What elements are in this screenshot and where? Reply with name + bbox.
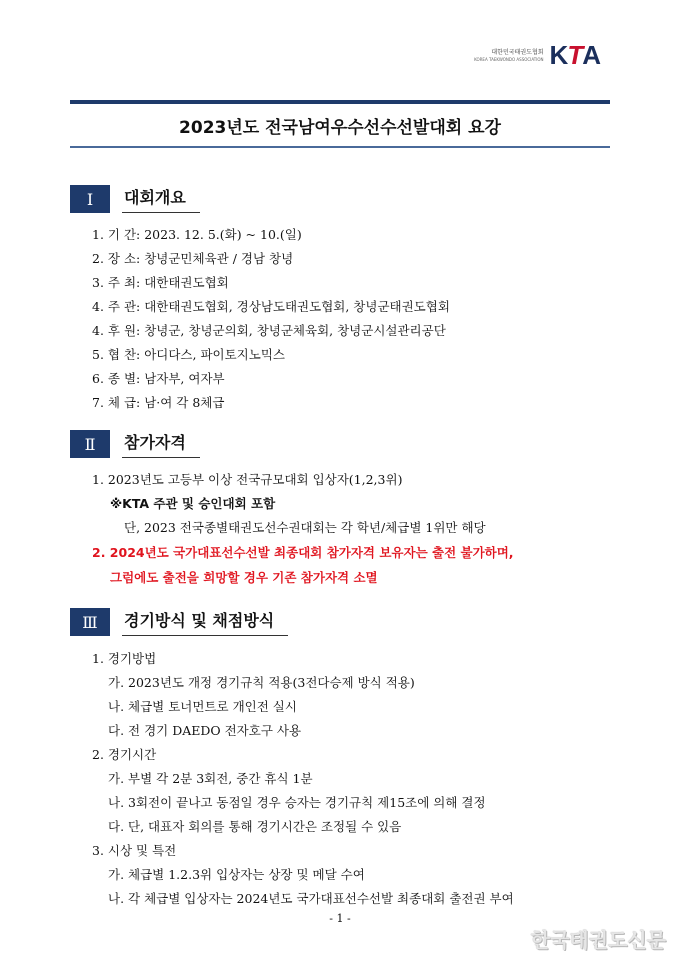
eligibility-item-2: 2. 2024년도 국가대표선수선발 최종대회 참가자격 보유자는 출전 불가하며, xyxy=(92,545,514,560)
overview-item: 7. 체 급: 남·여 각 8체급 xyxy=(92,395,225,410)
kta-mark xyxy=(550,40,600,71)
method-item: 나. 3회전이 끝나고 동점일 경우 승자는 경기규칙 제15조에 의해 결정 xyxy=(108,795,486,810)
page-number: - 1 - xyxy=(329,912,351,925)
overview-item: 4. 주 관: 대한태권도협회, 경상남도태권도협회, 창녕군태권도협회 xyxy=(92,299,450,314)
section-3-header xyxy=(70,608,288,636)
overview-item: 3. 주 최: 대한태권도협회 xyxy=(92,275,229,290)
overview-item: 6. 종 별: 남자부, 여자부 xyxy=(92,371,225,386)
overview-item: 2. 장 소: 창녕군민체육관 / 경남 창녕 xyxy=(92,251,294,266)
method-item: 가. 부별 각 2분 3회전, 중간 휴식 1분 xyxy=(108,771,313,786)
method-item: 다. 단, 대표자 회의를 통해 경기시간은 조정될 수 있음 xyxy=(108,819,402,834)
logo-mark-a: A xyxy=(582,40,600,70)
overview-item: 5. 협 찬: 아디다스, 파이토지노믹스 xyxy=(92,347,285,362)
title-bottom-rule xyxy=(70,146,610,148)
kta-logo xyxy=(474,40,600,71)
method-heading: 3. 시상 및 특전 xyxy=(92,843,177,858)
section-2-title: 참가자격 xyxy=(122,433,200,458)
logo-text xyxy=(474,49,543,63)
method-item: 가. 체급별 1.2.3위 입상자는 상장 및 메달 수여 xyxy=(108,867,365,882)
section-1-number: Ⅰ xyxy=(70,185,110,213)
eligibility-note: ※KTA 주관 및 승인대회 포함 xyxy=(110,496,276,511)
logo-korean: 대한민국태권도협회 xyxy=(491,48,544,56)
method-item: 나. 각 체급별 입상자는 2024년도 국가대표선수선발 최종대회 출전권 부여 xyxy=(108,891,514,906)
section-3-title: 경기방식 및 채점방식 xyxy=(122,611,288,636)
eligibility-exception: 단, 2023 전국종별태권도선수권대회는 각 학년/체급별 1위만 해당 xyxy=(124,520,486,535)
method-item: 가. 2023년도 개정 경기규칙 적용(3전다승제 방식 적용) xyxy=(108,675,415,690)
section-1-title: 대회개요 xyxy=(122,188,200,213)
newspaper-watermark: 한국태권도신문 xyxy=(530,928,666,952)
overview-item: 4. 후 원: 창녕군, 창녕군의회, 창녕군체육회, 창녕군시설관리공단 xyxy=(92,323,446,338)
method-heading: 2. 경기시간 xyxy=(92,747,157,762)
section-2-header xyxy=(70,430,200,458)
document-title: 2023년도 전국남여우수선수선발대회 요강 xyxy=(179,118,501,138)
logo-mark-k: K xyxy=(549,40,568,70)
section-3-number: Ⅲ xyxy=(70,608,110,636)
method-item: 나. 체급별 토너먼트로 개인전 실시 xyxy=(108,699,297,714)
eligibility-item-1: 1. 2023년도 고등부 이상 전국규모대회 입상자(1,2,3위) xyxy=(92,472,403,487)
logo-english: KOREA TAEKWONDO ASSOCIATION xyxy=(474,56,544,62)
overview-item: 1. 기 간: 2023. 12. 5.(화) ~ 10.(일) xyxy=(92,227,302,242)
title-top-rule xyxy=(70,100,610,104)
logo-mark-t: T xyxy=(567,40,583,70)
method-item: 다. 전 경기 DAEDO 전자호구 사용 xyxy=(108,723,302,738)
section-1-header xyxy=(70,185,200,213)
section-2-number: Ⅱ xyxy=(70,430,110,458)
eligibility-item-2-cont: 그럼에도 출전을 희망할 경우 기존 참가자격 소멸 xyxy=(110,570,378,585)
method-heading: 1. 경기방법 xyxy=(92,651,157,666)
